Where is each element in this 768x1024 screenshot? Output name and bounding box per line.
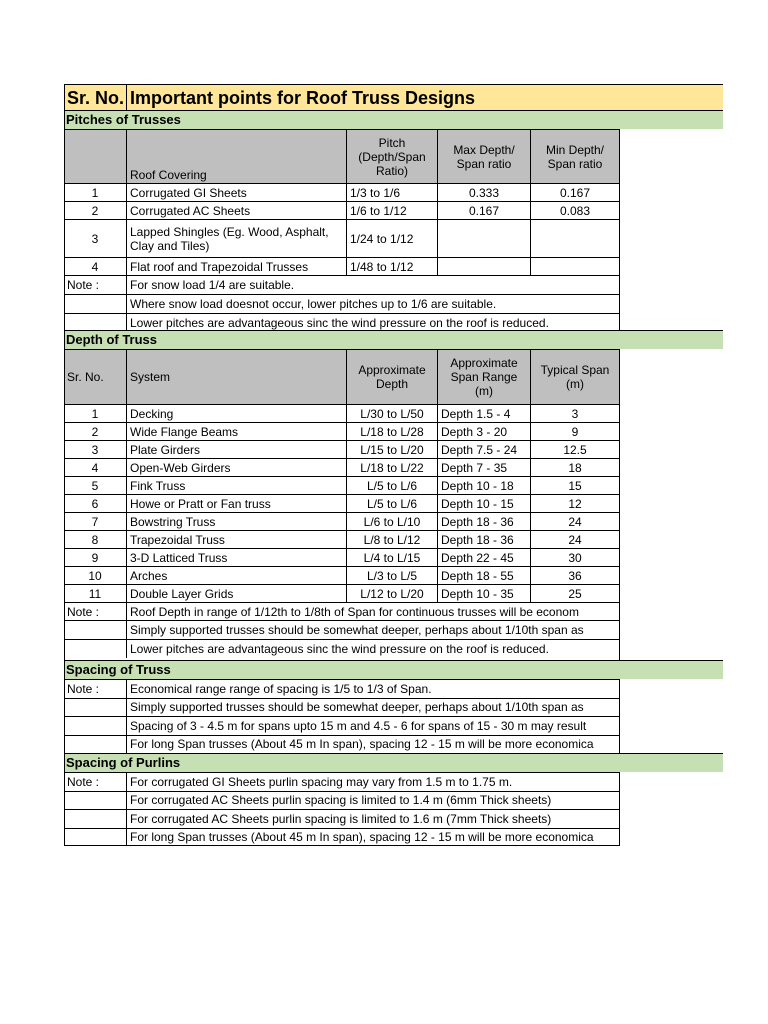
note-text: Lower pitches are advantageous sinc the wind pressure on the roof is reduced. <box>126 640 620 658</box>
typical-span-cell: 3 <box>530 405 620 422</box>
title-sr-no: Sr. No. <box>67 87 125 108</box>
note-row <box>64 294 620 313</box>
span-range-cell: Depth 18 - 36 <box>437 531 530 548</box>
note-label-blank <box>64 792 126 810</box>
header-roof-covering-text: Roof Covering <box>130 168 207 182</box>
header-typical-span: Typical Span (m) <box>530 350 620 404</box>
page-title: Important points for Roof Truss Designs <box>126 85 723 110</box>
pitch-cell: 1/48 to 1/12 <box>346 258 437 275</box>
row-number: 6 <box>91 496 99 511</box>
note-text: Simply supported trusses should be somewhat deeper, perhaps about 1/10th span as <box>126 699 620 717</box>
section-header-pitches <box>64 110 723 129</box>
note-row <box>64 828 620 847</box>
table-row <box>64 494 620 512</box>
note-label-blank <box>64 810 126 828</box>
row-number: 1 <box>91 185 99 200</box>
note-label-blank <box>64 699 126 717</box>
note-label: Note : <box>67 278 100 292</box>
header-sr-no: Sr. No. <box>67 370 104 384</box>
note-label-blank <box>64 295 126 313</box>
max-ratio-cell <box>437 220 530 257</box>
max-ratio-cell <box>437 258 530 275</box>
pitches-header-row <box>64 129 620 183</box>
system-cell: Wide Flange Beams <box>126 423 346 440</box>
span-range-cell: Depth 3 - 20 <box>437 423 530 440</box>
header-approx-depth: Approximate Depth <box>346 350 437 404</box>
min-ratio-cell <box>530 258 620 275</box>
typical-span-cell: 24 <box>530 531 620 548</box>
span-range-cell: Depth 7 - 35 <box>437 459 530 476</box>
note-text: For corrugated AC Sheets purlin spacing is limited to 1.6 m (7mm Thick sheets) <box>126 810 620 828</box>
typical-span-cell: 25 <box>530 585 620 602</box>
note-row <box>64 620 620 639</box>
system-cell: Decking <box>126 405 346 422</box>
roof-covering-cell: Lapped Shingles (Eg. Wood, Asphalt, Clay and Tiles) <box>126 220 346 257</box>
table-right-border-depth <box>619 349 620 660</box>
note-row <box>64 791 620 810</box>
row-number: 1 <box>91 406 99 421</box>
header-min-ratio: Min Depth/ Span ratio <box>530 130 620 183</box>
note-text: For long Span trusses (About 45 m In span), spacing 12 - 15 m will be more economica <box>126 829 620 847</box>
system-cell: Trapezoidal Truss <box>126 531 346 548</box>
system-cell: 3-D Latticed Truss <box>126 549 346 566</box>
note-row <box>64 275 620 294</box>
max-ratio-cell: 0.333 <box>437 184 530 201</box>
span-range-cell: Depth 22 - 45 <box>437 549 530 566</box>
pitch-cell: 1/6 to 1/12 <box>346 202 437 219</box>
header-system: System <box>126 350 346 404</box>
row-number: 11 <box>88 586 102 601</box>
note-text: Economical range range of spacing is 1/5 to 1/3 of Span. <box>126 680 620 698</box>
approx-depth-cell: L/5 to L/6 <box>346 495 437 512</box>
note-label-blank <box>64 736 126 754</box>
note-label: Note : <box>67 681 100 696</box>
system-cell: Open-Web Girders <box>126 459 346 476</box>
table-row <box>64 530 620 548</box>
note-label: Note : <box>67 774 100 789</box>
table-row <box>64 201 620 219</box>
table-row <box>64 566 620 584</box>
note-label: Note : <box>67 605 100 619</box>
table-row <box>64 183 620 201</box>
table-right-border-purlins <box>619 772 620 846</box>
note-text: For corrugated GI Sheets purlin spacing may vary from 1.5 m to 1.75 m. <box>126 773 620 791</box>
span-range-cell: Depth 1.5 - 4 <box>437 405 530 422</box>
approx-depth-cell: L/4 to L/15 <box>346 549 437 566</box>
table-right-border-spacing <box>619 679 620 753</box>
table-row <box>64 440 620 458</box>
note-label-blank <box>64 829 126 847</box>
section-header-spacing-truss <box>64 660 723 679</box>
note-text: Roof Depth in range of 1/12th to 1/8th of Span for continuous trusses will be econom <box>126 603 620 621</box>
section-label-depth: Depth of Truss <box>66 332 158 347</box>
note-row <box>64 639 620 658</box>
approx-depth-cell: L/30 to L/50 <box>346 405 437 422</box>
row-number: 9 <box>91 550 99 565</box>
note-text: For corrugated AC Sheets purlin spacing is limited to 1.4 m (6mm Thick sheets) <box>126 792 620 810</box>
depth-header-row <box>64 349 620 404</box>
note-label-blank <box>64 717 126 735</box>
note-row <box>64 809 620 828</box>
table-row <box>64 404 620 422</box>
max-ratio-cell: 0.167 <box>437 202 530 219</box>
row-number: 3 <box>91 231 99 246</box>
span-range-cell: Depth 10 - 35 <box>437 585 530 602</box>
min-ratio-cell <box>530 220 620 257</box>
roof-covering-cell: Corrugated AC Sheets <box>126 202 346 219</box>
section-label-spacing-purlins: Spacing of Purlins <box>66 755 181 770</box>
note-row <box>64 698 620 717</box>
approx-depth-cell: L/3 to L/5 <box>346 567 437 584</box>
table-right-border-pitches <box>619 129 620 330</box>
row-number: 7 <box>91 514 99 529</box>
note-row <box>64 735 620 754</box>
note-row <box>64 716 620 735</box>
row-number: 10 <box>88 568 102 583</box>
table-row <box>64 257 620 275</box>
note-label-blank <box>64 621 126 639</box>
table-row <box>64 422 620 440</box>
typical-span-cell: 24 <box>530 513 620 530</box>
note-text: Simply supported trusses should be somewhat deeper, perhaps about 1/10th span as <box>126 621 620 639</box>
row-number: 4 <box>91 460 99 475</box>
row-number: 8 <box>91 532 99 547</box>
header-span-range: Approximate Span Range (m) <box>437 350 530 404</box>
section-header-depth <box>64 330 723 349</box>
approx-depth-cell: L/5 to L/6 <box>346 477 437 494</box>
note-text: Lower pitches are advantageous sinc the wind pressure on the roof is reduced. <box>126 314 620 332</box>
typical-span-cell: 12.5 <box>530 441 620 458</box>
min-ratio-cell: 0.167 <box>530 184 620 201</box>
table-row <box>64 476 620 494</box>
note-row <box>64 679 620 698</box>
table-row <box>64 548 620 566</box>
approx-depth-cell: L/12 to L/20 <box>346 585 437 602</box>
approx-depth-cell: L/8 to L/12 <box>346 531 437 548</box>
table-left-border <box>64 84 65 846</box>
note-text: Where snow load doesnot occur, lower pitches up to 1/6 are suitable. <box>126 295 620 313</box>
typical-span-cell: 18 <box>530 459 620 476</box>
approx-depth-cell: L/18 to L/22 <box>346 459 437 476</box>
system-cell: Plate Girders <box>126 441 346 458</box>
approx-depth-cell: L/18 to L/28 <box>346 423 437 440</box>
note-label-blank <box>64 640 126 658</box>
span-range-cell: Depth 7.5 - 24 <box>437 441 530 458</box>
table-row <box>64 219 620 257</box>
pitch-cell: 1/3 to 1/6 <box>346 184 437 201</box>
roof-covering-cell: Corrugated GI Sheets <box>126 184 346 201</box>
system-cell: Fink Truss <box>126 477 346 494</box>
system-cell: Howe or Pratt or Fan truss <box>126 495 346 512</box>
pitch-cell: 1/24 to 1/12 <box>346 220 437 257</box>
row-number: 4 <box>91 259 99 274</box>
row-number: 2 <box>91 203 99 218</box>
span-range-cell: Depth 10 - 18 <box>437 477 530 494</box>
approx-depth-cell: L/15 to L/20 <box>346 441 437 458</box>
row-number: 3 <box>91 442 99 457</box>
table-row <box>64 512 620 530</box>
table-row <box>64 458 620 476</box>
note-row <box>64 602 620 621</box>
header-roof-covering <box>126 130 346 183</box>
typical-span-cell: 36 <box>530 567 620 584</box>
table-bottom-border <box>64 845 620 846</box>
table-row <box>64 584 620 602</box>
approx-depth-cell: L/6 to L/10 <box>346 513 437 530</box>
system-cell: Double Layer Grids <box>126 585 346 602</box>
note-text: For long Span trusses (About 45 m In span), spacing 12 - 15 m will be more economica <box>126 736 620 754</box>
section-header-spacing-purlins <box>64 753 723 772</box>
span-range-cell: Depth 18 - 55 <box>437 567 530 584</box>
section-label-spacing-truss: Spacing of Truss <box>66 662 171 677</box>
section-label-pitches: Pitches of Trusses <box>66 112 181 127</box>
typical-span-cell: 12 <box>530 495 620 512</box>
row-number: 5 <box>91 478 99 493</box>
min-ratio-cell: 0.083 <box>530 202 620 219</box>
typical-span-cell: 15 <box>530 477 620 494</box>
note-text: For snow load 1/4 are suitable. <box>126 276 620 294</box>
title-row <box>64 84 723 110</box>
note-text: Spacing of 3 - 4.5 m for spans upto 15 m and 4.5 - 6 for spans of 15 - 30 m may result <box>126 717 620 735</box>
span-range-cell: Depth 10 - 15 <box>437 495 530 512</box>
system-cell: Arches <box>126 567 346 584</box>
typical-span-cell: 30 <box>530 549 620 566</box>
roof-covering-cell: Flat roof and Trapezoidal Trusses <box>126 258 346 275</box>
header-max-ratio: Max Depth/ Span ratio <box>437 130 530 183</box>
span-range-cell: Depth 18 - 36 <box>437 513 530 530</box>
pitches-header-blank <box>64 130 126 183</box>
header-pitch: Pitch (Depth/Span Ratio) <box>346 130 437 183</box>
note-row <box>64 772 620 791</box>
row-number: 2 <box>91 424 99 439</box>
system-cell: Bowstring Truss <box>126 513 346 530</box>
typical-span-cell: 9 <box>530 423 620 440</box>
